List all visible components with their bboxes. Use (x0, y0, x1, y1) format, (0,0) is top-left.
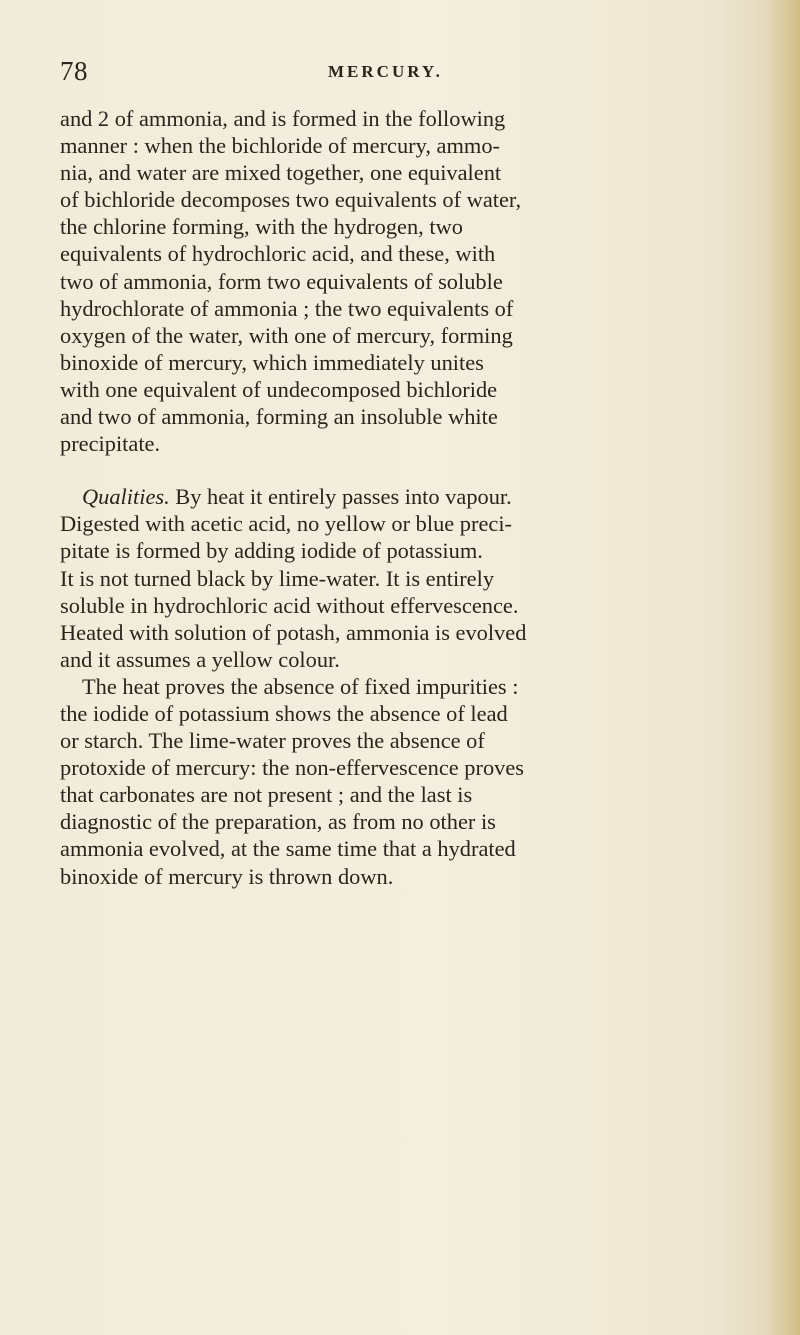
text-line: ammonia evolved, at the same time that a hydrated (60, 836, 516, 862)
text-line: Digested with acetic acid, no yellow or blue preci- (60, 511, 512, 537)
text-run: By heat it entirely passes into vapour. (169, 484, 512, 510)
section-lead-word: Qualities. (82, 484, 170, 510)
page-edge-shading (766, 0, 800, 1335)
text-line: Heated with solution of potash, ammonia is evolved (60, 619, 527, 645)
text-line: equivalents of hydrochloric acid, and these, with (60, 241, 496, 267)
text-line: the iodide of potassium shows the absence of lead (60, 700, 508, 726)
text-line: soluble in hydrochloric acid without effervescence. (60, 592, 519, 618)
text-line: oxygen of the water, with one of mercury, forming (60, 322, 513, 348)
text-line: and 2 of ammonia, and is formed in the following (60, 106, 506, 131)
text-line: binoxide of mercury is thrown down. (60, 863, 394, 889)
text-line: The heat proves the absence of fixed impurities : (82, 673, 519, 699)
text-line: manner : when the bichloride of mercury, ammo- (60, 133, 500, 159)
body-text (60, 105, 750, 890)
text-line: precipitate. (60, 431, 161, 457)
text-line: or starch. The lime-water proves the absence of (60, 728, 485, 754)
paragraph-proofs (60, 673, 750, 890)
text-line (60, 483, 750, 510)
text-line: and it assumes a yellow colour. (60, 646, 340, 672)
text-line: two of ammonia, form two equivalents of soluble (60, 268, 503, 294)
text-line: binoxide of mercury, which immediately unites (60, 349, 484, 375)
text-line: nia, and water are mixed together, one equivalent (60, 160, 502, 186)
text-line: diagnostic of the preparation, as from no other is (60, 809, 496, 835)
running-head (60, 56, 620, 90)
paragraph-formation (60, 105, 750, 457)
text-line: It is not turned black by lime-water. It is entirely (60, 565, 495, 591)
text-line: the chlorine forming, with the hydrogen, two (60, 214, 463, 240)
running-title: MERCURY. (328, 62, 443, 81)
text-line: and two of ammonia, forming an insoluble white (60, 404, 498, 430)
text-line: protoxide of mercury: the non-effervescence proves (60, 755, 524, 781)
text-line: of bichloride decomposes two equivalents of water, (60, 187, 522, 213)
text-line: pitate is formed by adding iodide of potassium. (60, 538, 483, 564)
paragraph-gap (60, 457, 750, 483)
text-line: with one equivalent of undecomposed bichloride (60, 376, 498, 402)
text-line: that carbonates are not present ; and the last is (60, 782, 473, 808)
paragraph-qualities (60, 483, 750, 673)
page-number: 78 (60, 56, 88, 86)
text-line: hydrochlorate of ammonia ; the two equivalents of (60, 295, 514, 321)
